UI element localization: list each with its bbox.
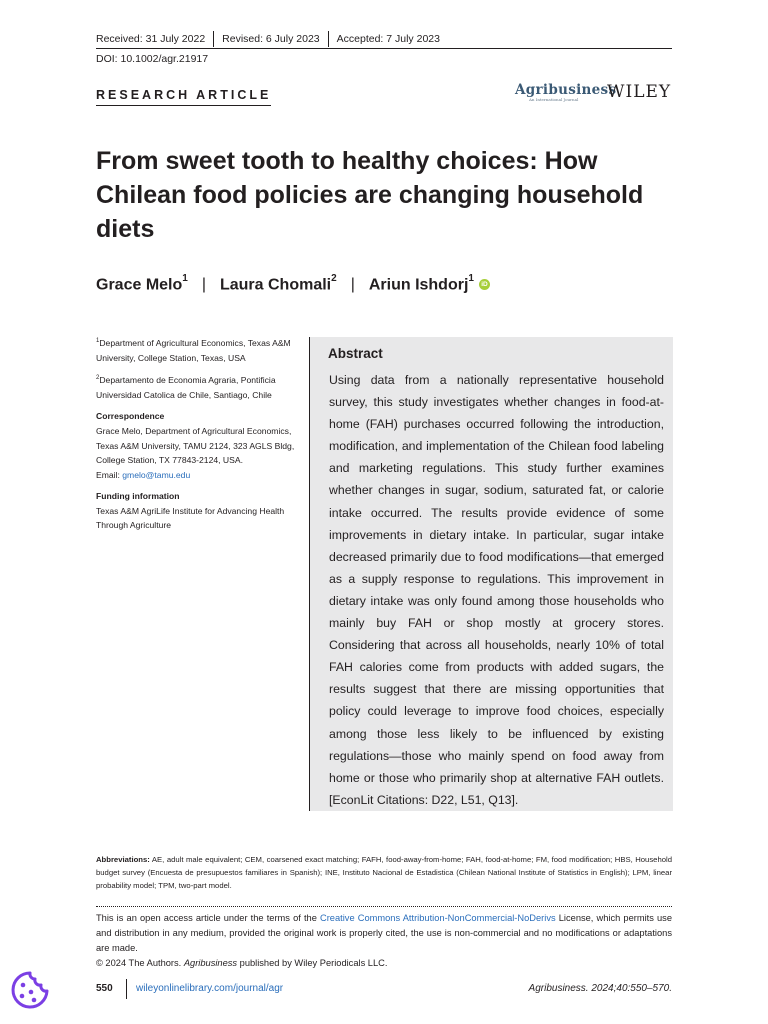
author-name[interactable]: Laura Chomali$^2$ — [219, 273, 337, 294]
abbreviations: Abbreviations: AE, adult male equivalent; CEM, coarsened exact matching; FAFH, food-away-from-home; FAH, food-at-home; FM, food modification; HBS, Household budget survey (Encuesta de presupuestos familiares in Spanish); INE, Instituto Nacional de Estadistica (Chilean National Institute of Statistics in English); LPM, linear probability model; TPM, two-part model. — [96, 855, 672, 890]
header-rule — [96, 48, 672, 49]
journal-logo-text: Agribusiness — [515, 82, 617, 98]
license-text: This is an open access article under the terms of the Creative Commons Attribution-NonCommercial-NoDerivs License, which permits use and distribution in any medium, provided the original work is properly cited, the use is non-commercial and no modifications or adaptations are made. — [96, 913, 672, 954]
publisher-logo[interactable]: WILEY — [607, 82, 672, 102]
journal-url-link[interactable]: wileyonlinelibrary.com/journal/agr — [136, 983, 284, 994]
article-citation: Agribusiness. 2024;40:550–570. — [528, 983, 672, 994]
article-title: From sweet tooth to healthy choices: How Chilean food policies are changing household diets — [96, 147, 644, 243]
received-date: Received: 31 July 2022 — [96, 31, 214, 47]
copyright: © 2024 The Authors. Agribusiness published by Wiley Periodicals LLC. — [96, 958, 388, 968]
author-affiliation-mark: 1 — [182, 273, 188, 284]
cookie-settings-button[interactable] — [10, 970, 50, 1010]
article-dates — [96, 31, 448, 47]
article-info-column — [96, 334, 301, 539]
correspondence-label: Correspondence — [96, 410, 165, 421]
author-name[interactable]: Ariun Ishdorj$^1$ — [368, 273, 474, 294]
affiliation: $^2$Departamento de Economia Agraria, Pontificia Universidad Catolica de Chile, Santiago, Chile — [96, 375, 276, 401]
license-link[interactable]: Creative Commons Attribution-NonCommercial-NoDerivs — [320, 913, 556, 923]
journal-logo[interactable] — [515, 82, 617, 104]
cookie-icon — [10, 970, 50, 1010]
orcid-icon[interactable]: iD — [479, 279, 490, 290]
correspondence-text: Grace Melo, Department of Agricultural Economics, Texas A&M University, TAMU 2124, 323 AGLS Bldg, College Station, TX 77843-2124, USA. Email: gmelo@tamu.edu — [96, 425, 295, 481]
revised-date: Revised: 6 July 2023 — [214, 31, 328, 47]
funding-label: Funding information — [96, 490, 180, 501]
abstract-text: Using data from a nationally representative household survey, this study investigates whether changes in food-at-home (FAH) purchases occurred following the introduction, modification, and implementation of the Chilean food labeling and marketing regulations. This study further examines whether changes in sugar, sodium, saturated fat, or calorie intake occurred. The results provide evidence of some improvements in dietary intake. In particular, sugar intake decreased primarily due to food modifications—that emerged as a supply response to regulations. This improvement in dietary intake was only found among those households who mainly buy FAH or shop mostly at grocery stores. Considering that across all households, nearly 10% of total FAH calories come from products with added sugars, the results suggest that there are missing opportunities that policy could leverage to improve food choices, especially among those less likely to be influenced by existing regulations—those who mainly spend on food away from home or those who primarily shop at alternative FAH outlets. [EconLit Citations: D22, L51, Q13]. — [329, 373, 664, 807]
affiliation: $^1$Department of Agricultural Economics, Texas A&M University, College Station, Texas, USA — [96, 337, 291, 363]
author-list — [96, 275, 490, 294]
author-affiliation-mark: 2 — [331, 273, 337, 284]
license-divider — [96, 906, 672, 907]
doi[interactable]: DOI: 10.1002/agr.21917 — [96, 53, 209, 65]
abstract-heading: Abstract — [328, 346, 383, 361]
journal-logo-subtitle: An International Journal — [529, 97, 579, 102]
article-type: RESEARCH ARTICLE — [96, 88, 271, 106]
email-link[interactable]: gmelo@tamu.edu — [122, 470, 191, 481]
footer-divider — [126, 979, 127, 999]
author-separator: | — [350, 275, 355, 293]
accepted-date: Accepted: 7 July 2023 — [336, 33, 440, 45]
author-separator: | — [201, 275, 206, 293]
author-name[interactable]: Grace Melo$^1$ — [96, 273, 188, 294]
funding-text: Texas A&M AgriLife Institute for Advancing Health Through Agriculture — [96, 505, 285, 531]
author-affiliation-mark: 1 — [468, 273, 474, 284]
abstract-box — [309, 337, 673, 811]
page-number: 550 — [96, 983, 113, 994]
